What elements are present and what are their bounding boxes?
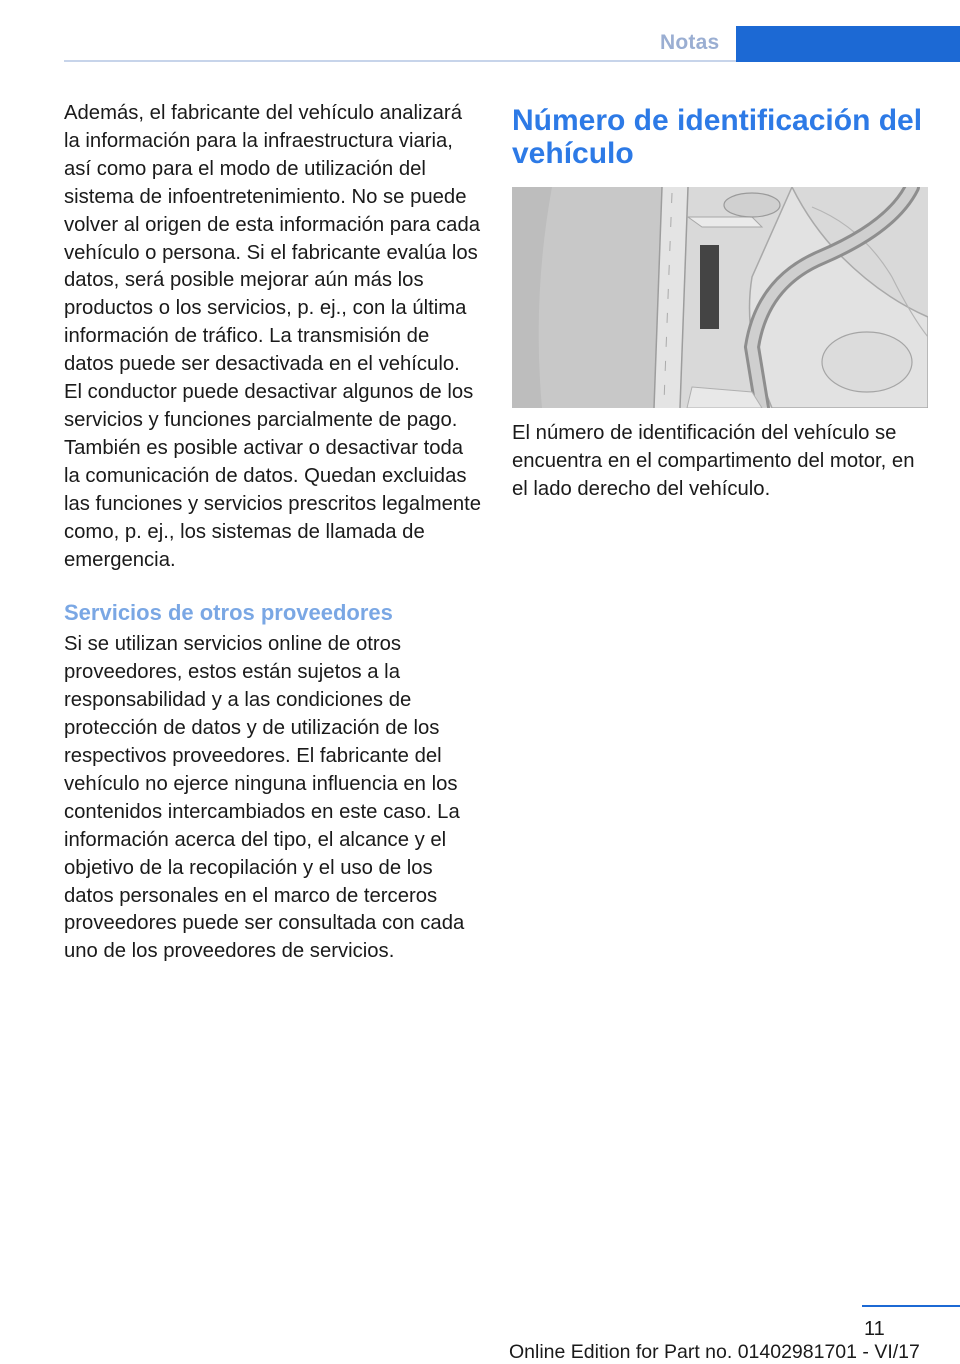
page-number: 11 bbox=[864, 1318, 885, 1340]
paragraph-data-analysis: Además, el fabricante del vehículo analizará la información para la infraestructura viaria, así como para el modo de utilización del sistema de infoentretenimiento. No se puede volver al origen de esta información para cada vehículo o persona. Si el fabricante evalúa los datos, será posible mejorar aún más los productos o los servicios, p. ej., con la última información de tráfico. La transmisión de datos puede ser desactivada en el vehículo. El conductor puede desactivar algunos de los servicios y funciones parcialmente de pago. También es posible activar o desactivar toda la comunicación de datos. Quedan excluidas las funciones y servicios prescritos legalmente como, p. ej., los sistemas de llamada de emergencia. bbox=[64, 102, 482, 571]
left-column bbox=[64, 100, 482, 966]
section-label: Notas bbox=[660, 31, 720, 54]
right-column bbox=[512, 104, 928, 504]
footer-rule bbox=[862, 1305, 960, 1307]
paragraph-vin-location: El número de identificación del vehículo se encuentra en el compartimento del motor, en el lado derecho del vehículo. bbox=[512, 422, 915, 500]
subheading-third-party-services: Servicios de otros proveedores bbox=[64, 600, 393, 626]
section-title-vin: Número de identificación del vehículo bbox=[512, 104, 923, 170]
edition-footer: Online Edition for Part no. 01402981701 - VI/17 bbox=[509, 1341, 920, 1363]
header-accent-bar bbox=[736, 26, 960, 62]
paragraph-third-party-services: Si se utilizan servicios online de otros proveedores, estos están sujetos a la responsabilidad y a las condiciones de protección de datos y de utilización de los respectivos proveedores. El fabricante del vehículo no ejerce ninguna influencia en los contenidos intercambiados en este caso. La información acerca del tipo, el alcance y el objetivo de la recopilación y el uso de los datos personales en el marco de terceros proveedores puede ser consultada con cada uno de los proveedores de servicios. bbox=[64, 633, 465, 963]
engine-bay-vin-illustration bbox=[512, 187, 928, 408]
